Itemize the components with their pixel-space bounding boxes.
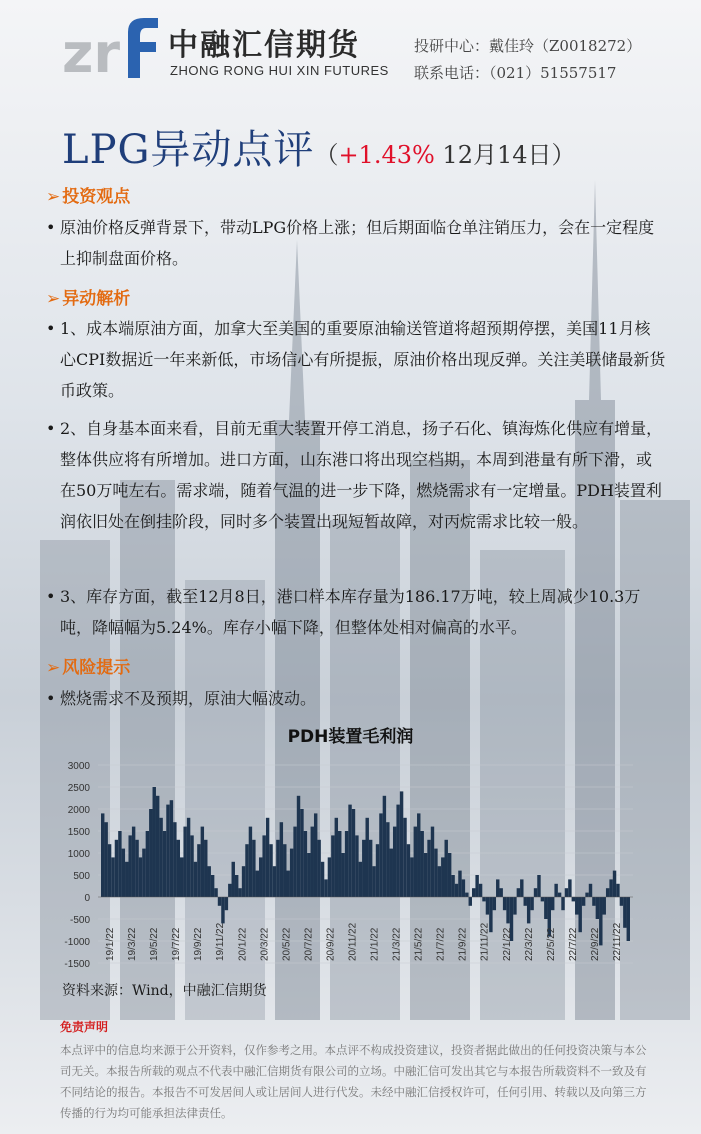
- profit-bar: [366, 818, 369, 897]
- x-tick-label: 21/3/22: [391, 927, 403, 961]
- profit-bar: [149, 809, 152, 897]
- profit-bar: [156, 796, 159, 897]
- profit-bar: [304, 831, 307, 897]
- profit-bar: [393, 827, 396, 897]
- y-tick-label: 1500: [67, 827, 90, 838]
- profit-bar: [589, 884, 592, 897]
- profit-bar: [348, 805, 351, 897]
- profit-bar: [218, 897, 221, 906]
- profit-bar: [544, 897, 547, 919]
- svg-text:zr: zr: [62, 22, 121, 80]
- profit-bar: [407, 844, 410, 897]
- profit-bar: [338, 831, 341, 897]
- profit-bar: [486, 897, 489, 915]
- profit-bar: [620, 897, 623, 906]
- x-tick-label: 20/5/22: [281, 927, 293, 961]
- x-tick-label: 22/7/22: [567, 927, 579, 961]
- bullet-icon: •: [46, 218, 56, 237]
- profit-bar: [335, 818, 338, 897]
- profit-bar: [362, 840, 365, 897]
- profit-bar: [104, 822, 107, 897]
- risk-bullet: • 燃烧需求不及预期，原油大幅波动。: [46, 683, 666, 714]
- profit-bar: [414, 827, 417, 897]
- profit-bar: [506, 897, 509, 923]
- profit-bar: [101, 813, 104, 897]
- profit-bar: [578, 897, 581, 932]
- profit-bar: [451, 875, 454, 897]
- profit-bar: [558, 893, 561, 897]
- profit-bar: [568, 879, 571, 897]
- profit-bar: [111, 857, 114, 897]
- x-tick-label: 20/9/22: [325, 927, 337, 961]
- x-tick-label: 22/3/22: [523, 927, 535, 961]
- profit-bar: [592, 897, 595, 906]
- profit-bar: [520, 879, 523, 897]
- profit-bar: [627, 897, 630, 941]
- profit-bar: [204, 840, 207, 897]
- profit-bar: [596, 897, 599, 919]
- x-tick-label: 20/11/22: [347, 922, 359, 961]
- profit-bar: [400, 791, 403, 897]
- profit-bar: [221, 897, 224, 923]
- x-tick-label: 22/11/22: [611, 922, 623, 961]
- profit-bar: [238, 888, 241, 897]
- profit-bar: [232, 862, 235, 897]
- profit-bar: [613, 871, 616, 897]
- profit-bar: [530, 897, 533, 910]
- profit-bar: [115, 840, 118, 897]
- profit-bar: [225, 897, 228, 910]
- profit-bar: [379, 813, 382, 897]
- analysis-heading: ➢ 异动解析: [46, 289, 131, 309]
- profit-bar: [245, 844, 248, 897]
- profit-bar: [235, 875, 238, 897]
- profit-bar: [228, 884, 231, 897]
- profit-bar: [345, 831, 348, 897]
- profit-bar: [177, 840, 180, 897]
- y-tick-label: 2000: [67, 805, 90, 816]
- profit-bar: [269, 844, 272, 897]
- profit-bar: [396, 805, 399, 897]
- x-tick-label: 19/3/22: [127, 927, 139, 961]
- profit-bar: [431, 827, 434, 897]
- profit-bar: [170, 800, 173, 897]
- profit-bar: [616, 884, 619, 897]
- x-tick-label: 19/9/22: [193, 927, 205, 961]
- profit-bar: [194, 862, 197, 897]
- profit-bar: [458, 871, 461, 897]
- profit-bar: [187, 818, 190, 897]
- profit-bar: [403, 818, 406, 897]
- profit-bar: [166, 805, 169, 897]
- profit-bar: [541, 897, 544, 901]
- profit-bar: [321, 862, 324, 897]
- y-tick-label: 3000: [67, 761, 90, 772]
- profit-bar: [448, 853, 451, 897]
- profit-bar: [108, 844, 111, 897]
- profit-bar: [214, 888, 217, 897]
- x-tick-label: 19/11/22: [215, 922, 227, 961]
- profit-bar: [606, 888, 609, 897]
- profit-bar: [445, 840, 448, 897]
- x-tick-label: 20/1/22: [237, 927, 249, 961]
- x-tick-label: 20/7/22: [303, 927, 315, 961]
- profit-bar: [603, 897, 606, 915]
- profit-bar: [517, 888, 520, 897]
- y-tick-label: -1000: [64, 937, 90, 948]
- profit-bar: [132, 827, 135, 897]
- profit-bar: [280, 822, 283, 897]
- profit-bar: [527, 897, 530, 923]
- x-tick-label: 21/9/22: [457, 927, 469, 961]
- profit-bar: [262, 835, 265, 897]
- contact-info: [414, 33, 641, 87]
- y-tick-label: 500: [73, 871, 90, 882]
- logo-chinese-name: 中融汇信期货: [168, 28, 360, 63]
- profit-bar: [503, 897, 506, 910]
- profit-bar: [142, 849, 145, 897]
- x-tick-label: 22/9/22: [589, 927, 601, 961]
- profit-bar: [153, 787, 156, 897]
- profit-bar: [201, 827, 204, 897]
- profit-bar: [554, 884, 557, 897]
- profit-bar: [561, 897, 564, 910]
- profit-bar: [372, 866, 375, 897]
- analysis-bullet-3: • 3、库存方面，截至12月8日，港口样本库存量为186.17万吨，较上周减少10.3万吨，降幅幅为5.24%。库存小幅下降，但整体处相对偏高的水平。: [46, 581, 666, 643]
- profit-bar: [242, 866, 245, 897]
- profit-bar: [139, 857, 142, 897]
- y-tick-label: -500: [69, 915, 90, 926]
- logo-english-name: ZHONG RONG HUI XIN FUTURES: [170, 63, 389, 78]
- data-source: 资料来源：Wind，中融汇信期货: [62, 983, 267, 999]
- bullet-icon: •: [46, 587, 56, 606]
- profit-bar: [122, 849, 125, 897]
- profit-bar: [128, 835, 131, 897]
- profit-bar: [180, 857, 183, 897]
- profit-bar: [300, 809, 303, 897]
- x-tick-label: 19/1/22: [105, 927, 117, 961]
- profit-bar: [565, 888, 568, 897]
- profit-bar: [324, 879, 327, 897]
- profit-bar: [482, 897, 485, 901]
- profit-bar: [286, 871, 289, 897]
- profit-bar: [369, 840, 372, 897]
- arrow-right-icon: ➢: [46, 187, 61, 207]
- profit-bar: [135, 840, 138, 897]
- risk-heading: ➢ 风险提示: [46, 658, 131, 678]
- x-tick-label: 21/7/22: [435, 927, 447, 961]
- profit-bar: [266, 818, 269, 897]
- profit-bar: [173, 822, 176, 897]
- profit-bar: [276, 840, 279, 897]
- profit-bar: [434, 849, 437, 897]
- profit-bar: [283, 844, 286, 897]
- profit-bar: [197, 844, 200, 897]
- bullet-icon: •: [46, 319, 56, 338]
- profit-bar: [609, 879, 612, 897]
- x-tick-label: 20/3/22: [259, 927, 271, 961]
- title-main: LPG异动点评: [62, 127, 315, 173]
- profit-bar: [328, 857, 331, 897]
- profit-bar: [441, 857, 444, 897]
- profit-bar: [383, 796, 386, 897]
- pdh-profit-chart: [58, 755, 648, 975]
- profit-bar: [575, 897, 578, 915]
- profit-bar: [331, 835, 334, 897]
- x-tick-label: 21/1/22: [369, 927, 381, 961]
- page-title: [62, 118, 576, 175]
- profit-bar: [293, 827, 296, 897]
- profit-bar: [524, 897, 527, 906]
- profit-bar: [376, 844, 379, 897]
- profit-bar: [496, 879, 499, 897]
- profit-bar: [355, 835, 358, 897]
- profit-bar: [211, 875, 214, 897]
- x-tick-label: 19/7/22: [171, 927, 183, 961]
- disclaimer-text: 本点评中的信息均来源于公开资料，仅作参考之用。本点评不构成投资建议，投资者据此做出的任何投资决策与本公司无关。本报告所载的观点不代表中融汇信期货有限公司的立场。中融汇信可发出其它与本报告所载资料不一致及有不同结论的报告。本报告不可发居间人或让居间人进行代发。未经中融汇信授权许可，任何引用、转载以及向第三方传播的行为均可能承担法律责任。: [60, 1043, 647, 1120]
- title-date: 12月14日）: [434, 141, 576, 169]
- profit-bar: [438, 866, 441, 897]
- x-tick-label: 21/5/22: [413, 927, 425, 961]
- profit-bar: [424, 853, 427, 897]
- profit-bar: [259, 857, 262, 897]
- view-heading: ➢ 投资观点: [46, 187, 131, 207]
- profit-bar: [249, 827, 252, 897]
- profit-bar: [585, 893, 588, 897]
- profit-bar: [307, 853, 310, 897]
- profit-bar: [207, 866, 210, 897]
- profit-bar: [513, 897, 516, 915]
- arrow-right-icon: ➢: [46, 289, 61, 309]
- profit-bar: [390, 849, 393, 897]
- profit-bar: [146, 831, 149, 897]
- title-change-percent: +1.43%: [338, 141, 435, 169]
- profit-bar: [252, 840, 255, 897]
- x-tick-label: 21/11/22: [479, 922, 491, 961]
- profit-bar: [479, 884, 482, 897]
- analysis-bullet-2: • 2、自身基本面来看，目前无重大装置开停工消息，扬子石化、镇海炼化供应有增量，整体供应将有所增加。进口方面，山东港口将出现空档期，本周到港量有所下滑，或在50万吨左右。需求端，随着气温的进一步下降，燃烧需求有一定增量。PDH装置利润依旧处在倒挂阶段，同时多个装置出现短暂故障，对丙烷需求比较一般。: [46, 413, 666, 537]
- arrow-right-icon: ➢: [46, 658, 61, 678]
- profit-bar: [534, 888, 537, 897]
- profit-bar: [462, 879, 465, 897]
- disclaimer-heading: 免责声明: [60, 1020, 109, 1034]
- profit-bar: [311, 827, 314, 897]
- company-logo-mark: [62, 10, 162, 80]
- profit-bar: [551, 897, 554, 910]
- y-tick-label: 1000: [67, 849, 90, 860]
- profit-bar: [623, 897, 626, 928]
- profit-bar: [386, 822, 389, 897]
- phone-line: 联系电话：（021）51557517: [414, 64, 617, 82]
- title-paren: （: [314, 141, 339, 169]
- profit-bar: [455, 884, 458, 897]
- profit-bar: [427, 840, 430, 897]
- x-tick-label: 19/5/22: [149, 927, 161, 961]
- profit-bar: [297, 796, 300, 897]
- view-bullet: • 原油价格反弹背景下，带动LPG价格上涨；但后期面临仓单注销压力，会在一定程度上抑制盘面价格。: [46, 212, 666, 274]
- profit-bar: [273, 866, 276, 897]
- profit-bar: [475, 875, 478, 897]
- x-tick-label: 22/5/22: [545, 927, 557, 961]
- profit-bar: [582, 897, 585, 906]
- profit-bar: [493, 897, 496, 910]
- profit-bar: [314, 813, 317, 897]
- profit-bar: [317, 840, 320, 897]
- bullet-icon: •: [46, 419, 56, 438]
- profit-bar: [118, 831, 121, 897]
- profit-bar: [572, 897, 575, 901]
- profit-bar: [163, 831, 166, 897]
- header: [0, 0, 701, 110]
- profit-bar: [190, 835, 193, 897]
- profit-bar: [359, 862, 362, 897]
- profit-bar: [290, 849, 293, 897]
- y-tick-label: -1500: [64, 959, 90, 970]
- profit-bar: [499, 888, 502, 897]
- bullet-icon: •: [46, 689, 56, 708]
- profit-bar: [465, 893, 468, 897]
- analyst-line: 投研中心：戴佳玲（Z0018272）: [414, 37, 642, 55]
- profit-bar: [183, 827, 186, 897]
- profit-bar: [159, 818, 162, 897]
- profit-bar: [417, 813, 420, 897]
- profit-bar: [537, 875, 540, 897]
- profit-bar: [472, 888, 475, 897]
- x-tick-label: 22/1/22: [501, 927, 513, 961]
- y-tick-label: 2500: [67, 783, 90, 794]
- profit-bar: [420, 831, 423, 897]
- profit-bar: [256, 871, 259, 897]
- chart-title: PDH装置毛利润: [287, 727, 414, 747]
- profit-bar: [469, 897, 472, 906]
- y-tick-label: 0: [84, 893, 90, 904]
- profit-bar: [341, 853, 344, 897]
- analysis-bullet-1: • 1、成本端原油方面，加拿大至美国的重要原油输送管道将超预期停摆，美国11月核心CPI数据近一年来新低，市场信心有所提振，原油价格出现反弹。关注美联储最新货币政策。: [46, 313, 666, 406]
- profit-bar: [125, 862, 128, 897]
- profit-bar: [410, 857, 413, 897]
- profit-bar: [352, 809, 355, 897]
